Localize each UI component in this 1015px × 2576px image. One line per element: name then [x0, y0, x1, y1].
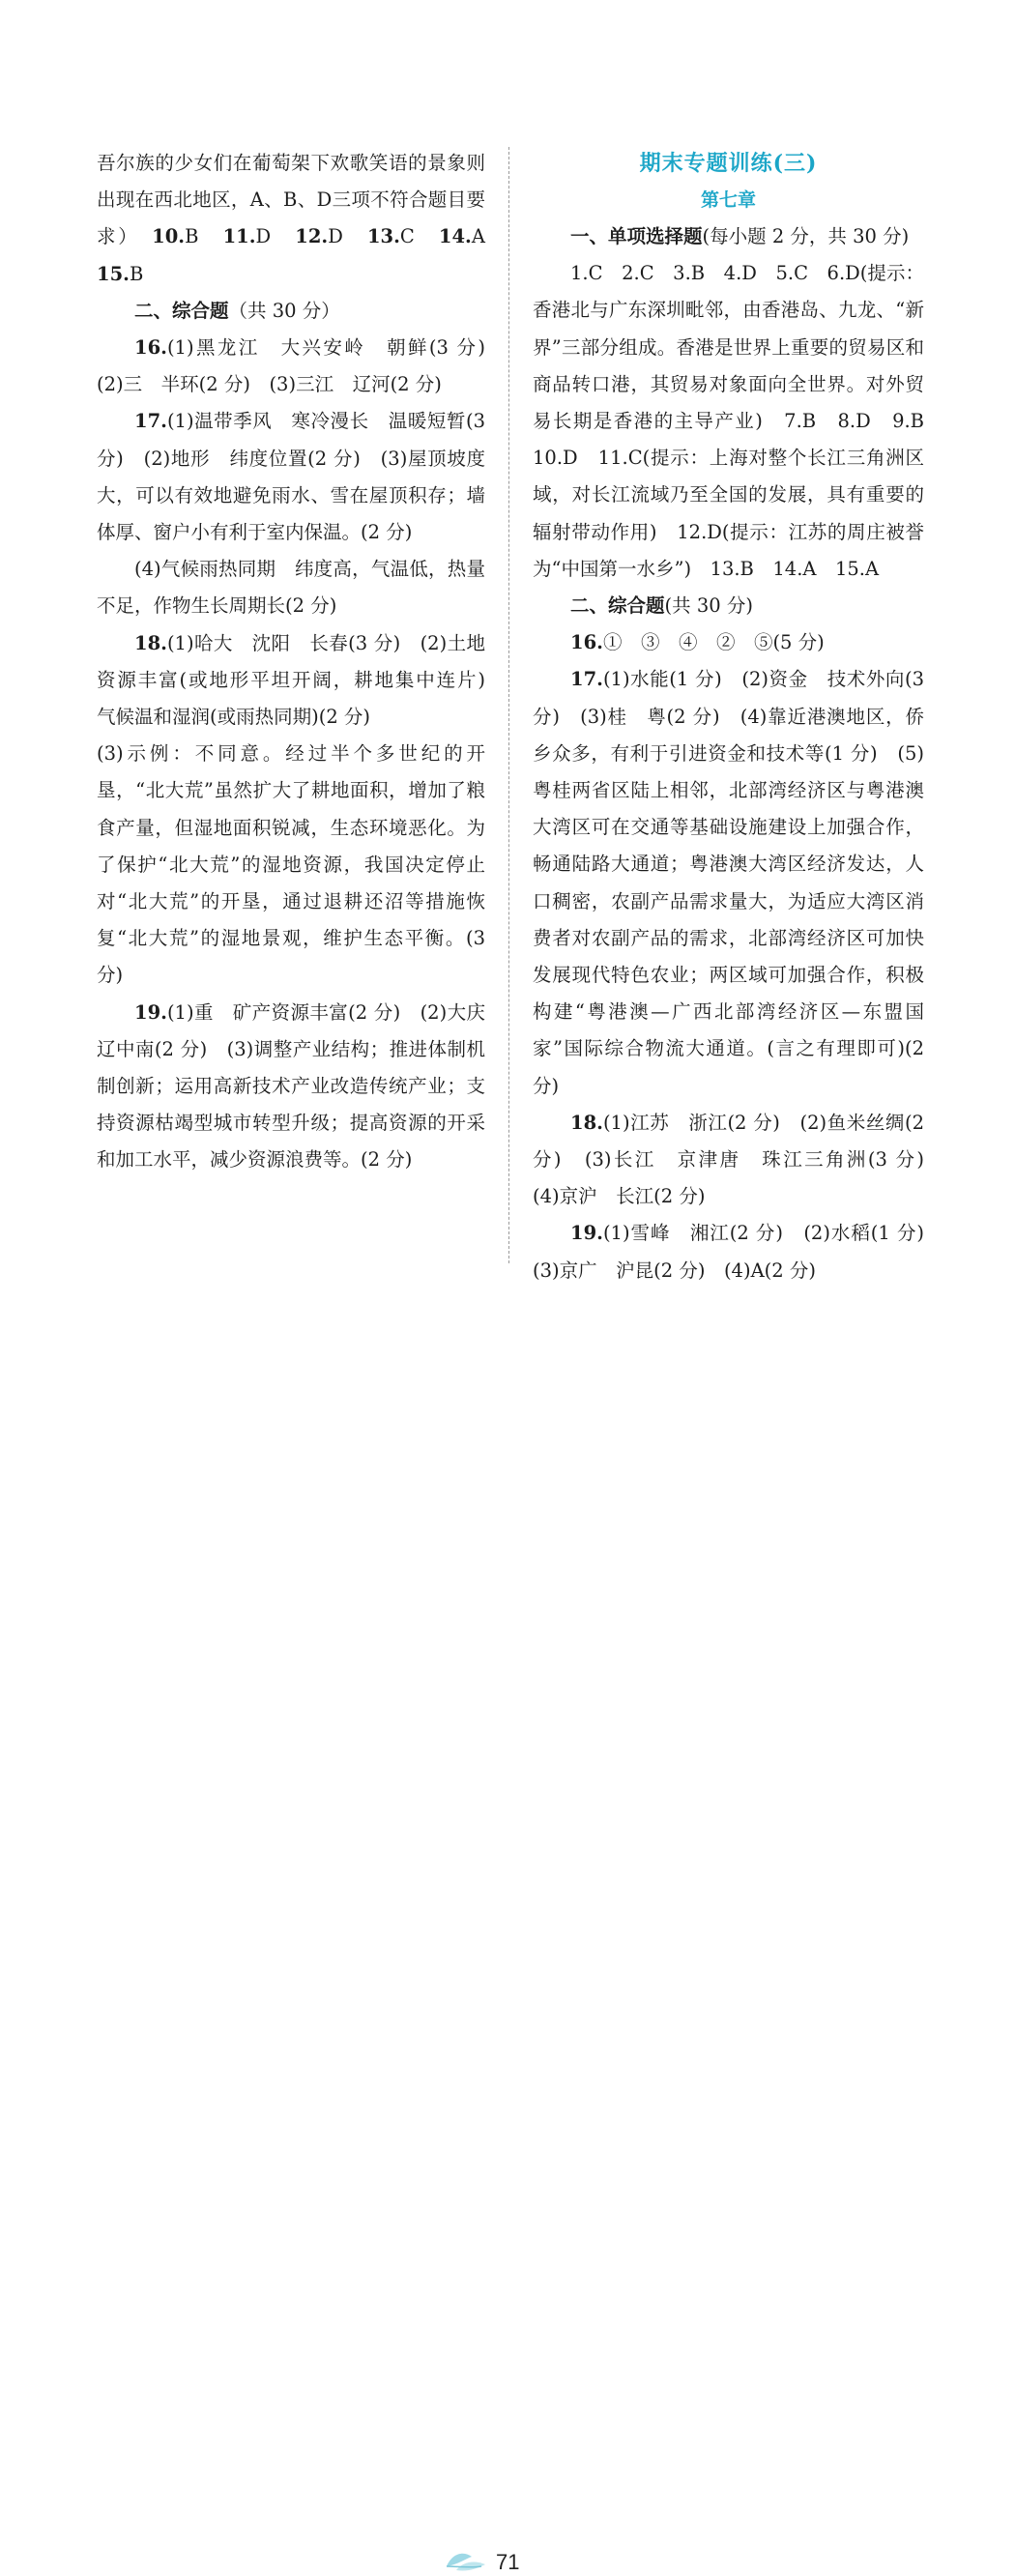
answer-18-right: 18.(1)江苏 浙江(2 分) (2)鱼米丝绸(2 分) (3)长江 京津唐 珠江三角洲(3 分) (4)京沪 长江(2 分) — [533, 1111, 943, 1208]
answer-17: 17.(1)温带季风 寒冷漫长 温暖短暂(3 分) (2)地形 纬度位置(2 分) (3)屋顶坡度大，可以有效地避免雨水、雪在屋顶积存；墙体厚、窗户小有利于室内保温。(2 分) — [97, 410, 485, 544]
answer-16-right: 16.① ③ ④ ② ⑤(5 分) — [570, 631, 825, 654]
left-continued-text: 吾尔族的少女们在葡萄架下欢歌笑语的景象则出现在西北地区，A、B、D三项不符合题目要求） 10.B 11.D 12.D 13.C 14.A 15.B — [97, 152, 485, 285]
left-section-heading: 二、综合题（共 30 分） — [134, 299, 340, 322]
answer-18-part3: (3)示例：不同意。经过半个多世纪的开垦，“北大荒”虽然扩大了耕地面积，增加了粮食产量，但湿地面积锐减，生态环境恶化。为了保护“北大荒”的湿地资源，我国决定停止对“北大荒”的开垦，通过退耕还沼等措施恢复“北大荒”的湿地景观，维护生态平衡。(3 分) — [97, 742, 485, 987]
leaf-ornament-icon — [443, 2547, 489, 2576]
chapter-heading: 第七章 — [700, 189, 756, 211]
page-footer — [0, 1272, 1015, 2574]
column-divider — [508, 147, 509, 1263]
right-column — [533, 145, 943, 1289]
right-section2-heading: 二、综合题(共 30 分) — [570, 594, 753, 618]
left-column — [97, 145, 505, 1179]
choice-answers: 1.C 2.C 3.B 4.D 5.C 6.D(提示：香港北与广东深圳毗邻，由香港岛、九龙、“新界”三部分组成。香港是世界上重要的贸易区和商品转口港，其贸易对象面向全世界。对外贸易长期是香港的主导产业) 7.B 8.D 9.B 10.D 11.C(提示：上海对整个长江三角洲区域，对长江流域乃至全国的发展，具有重要的辐射带动作用) 12.D(提示：江苏的周庄被誉为“中国第一水乡”) 13.B 14.A 15.A — [533, 262, 943, 580]
answer-19-right: 19.(1)雪峰 湘江(2 分) (2)水稻(1 分) (3)京广 沪昆(2 分) (4)A(2 分) — [533, 1222, 943, 1282]
answer-17-part4: (4)气候雨热同期 纬度高，气温低，热量不足，作物生长周期长(2 分) — [97, 558, 485, 618]
answer-18: 18.(1)哈大 沈阳 长春(3 分) (2)土地资源丰富(或地形平坦开阔，耕地集中连片) 气候温和湿润(或雨热同期)(2 分) — [97, 631, 505, 729]
section-title: 期末专题训练(三) — [639, 151, 818, 176]
answer-17-right: 17.(1)水能(1 分) (2)资金 技术外向(3 分) (3)桂 粤(2 分) (4)靠近港澳地区，侨乡众多，有利于引进资金和技术等(1 分) (5)粤桂两省区陆上相邻，北部湾经济区与粤港澳大湾区可在交通等基础设施建设上加强合作，畅通陆路大通道；粤港澳大湾区经济发达，人口稠密，农副产品需求量大，为适应大湾区消费者对农副产品的需求，北部湾经济区可加快发展现代特色农业；两区域可加强合作，积极构建“粤港澳—广西北部湾经济区—东盟国家”国际综合物流大通道。(言之有理即可)(2 分) — [533, 668, 924, 1097]
answer-19: 19.(1)重 矿产资源丰富(2 分) (2)大庆 辽中南(2 分) (3)调整产业结构；推进体制机制创新；运用高新技术产业改造传统产业；支持资源枯竭型城市转型升级；提高资源的开采和加工水平，减少资源浪费等。(2 分) — [97, 1000, 505, 1172]
right-section1-heading: 一、单项选择题(每小题 2 分，共 30 分) — [570, 225, 910, 247]
answer-16: 16.(1)黑龙江 大兴安岭 朝鲜(3 分) (2)三 半环(2 分) (3)三江 辽河(2 分) — [97, 336, 505, 396]
page-number: 71 — [496, 2550, 520, 2574]
